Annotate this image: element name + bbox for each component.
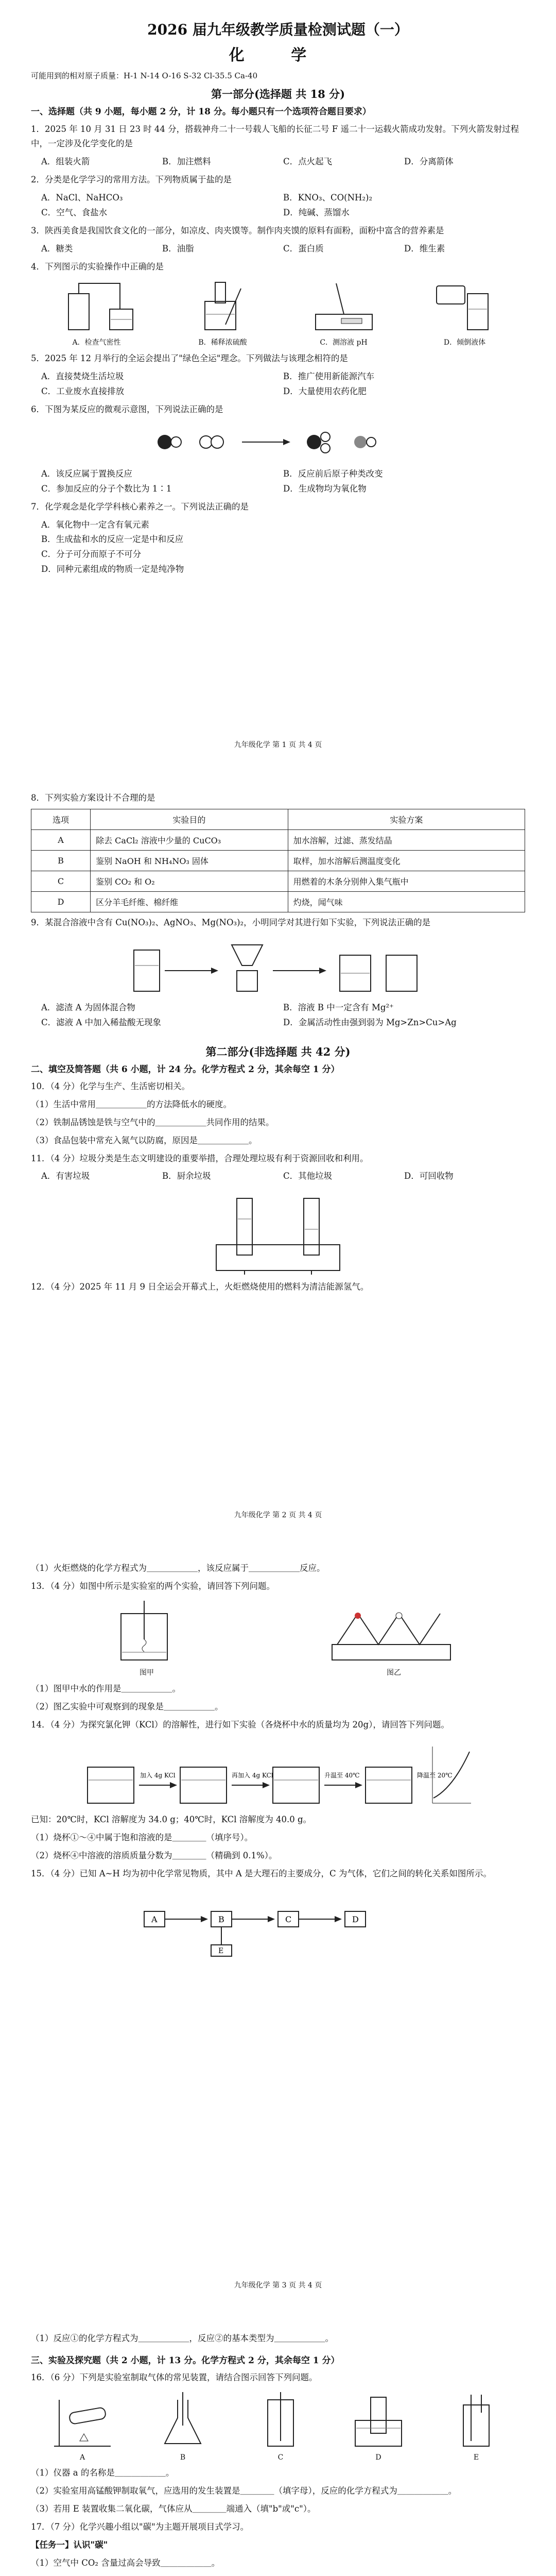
exam-page-1 — [0, 0, 556, 770]
table-cell: 灼烧，闻气味 — [288, 891, 525, 912]
question-9: 9．某混合溶液中含有 Cu(NO₃)₂、AgNO₃、Mg(NO₃)₂，小明同学对其进行如下实验，下列说法正确的是 — [31, 917, 431, 927]
svg-text:B: B — [218, 1914, 224, 1924]
table-cell: 区分羊毛纤维、棉纤维 — [91, 891, 288, 912]
page-footer: 九年级化学 第 1 页 共 4 页 — [234, 741, 322, 749]
option: B．生成盐和水的反应一定是中和反应 — [41, 534, 184, 545]
question-8: 8．下列实验方案设计不合理的是 — [31, 793, 155, 803]
option: B．厨余垃圾 — [162, 1171, 211, 1181]
option: D．生成物均为氧化物 — [283, 483, 367, 494]
exam-page-2 — [0, 770, 556, 1540]
question-16-1: （1）仪器 a 的名称是＿＿＿＿＿＿。 — [31, 2468, 175, 2478]
figure-yi — [327, 1598, 461, 1677]
option: D．分离箭体 — [404, 157, 454, 167]
subject-title: 化 学 — [229, 46, 327, 64]
exam-page-3 — [0, 1540, 556, 2311]
upward-collection — [250, 2389, 311, 2451]
option: D．纯碱、蒸馏水 — [283, 207, 350, 217]
apparatus-label: B — [180, 2453, 186, 2462]
experiment-table — [31, 809, 525, 912]
option: B．溶液 B 中一定含有 Mg²⁺ — [283, 1002, 394, 1012]
svg-text:D: D — [352, 1914, 359, 1924]
table-cell: A — [31, 829, 91, 850]
question-4-figures — [31, 278, 525, 347]
heating-apparatus — [49, 2389, 116, 2451]
table-header-row — [31, 809, 525, 829]
option: A．直接焚烧生活垃圾 — [41, 371, 124, 382]
question-2-options — [41, 191, 525, 221]
option: C．点火起飞 — [283, 157, 333, 167]
apparatus-e — [445, 2389, 507, 2462]
apparatus-a — [49, 2389, 116, 2462]
question-10-2: （2）铁制品锈蚀是铁与空气中的＿＿＿＿＿＿共同作用的结果。 — [31, 1117, 274, 1127]
gas-bottle — [445, 2389, 507, 2451]
table-cell: 取样，加水溶解后测温度变化 — [288, 850, 525, 871]
pour-liquid-diagram — [426, 278, 503, 335]
figure-b-label: B．稀释浓硫酸 — [198, 338, 247, 347]
option: A．NaCl、NaHCO₃ — [41, 193, 123, 202]
question-7: 7．化学观念是化学学科核心素养之一。下列说法正确的是 — [31, 501, 249, 512]
question-6: 6．下图为某反应的微观示意图，下列说法正确的是 — [31, 404, 223, 414]
airtight-check-diagram — [53, 278, 141, 335]
option: D．金属活动性由强到弱为 Mg>Zn>Cu>Ag — [283, 1017, 457, 1027]
part2-title: 第二部分(非选择题 共 42 分) — [205, 1045, 351, 1058]
question-12-cont: （1）火炬燃烧的化学方程式为＿＿＿＿＿＿，该反应属于＿＿＿＿＿＿反应。 — [31, 1563, 325, 1573]
table-header: 实验目的 — [91, 809, 288, 829]
question-12: 12．（4 分）2025 年 11 月 9 日全运会开幕式上，火炬燃烧使用的燃料为清洁能源氢气。 — [31, 1282, 369, 1292]
apparatus-label: C — [277, 2453, 284, 2462]
task-1: 【任务一】认识"碳" — [31, 2539, 108, 2550]
question-14-1: （1）烧杯①～④中属于饱和溶液的是＿＿＿＿（填序号）。 — [31, 1833, 253, 1843]
exam-title: 2026 届九年级教学质量检测试题（一） — [147, 21, 409, 38]
table-cell: 鉴别 NaOH 和 NH₄NO₃ 固体 — [91, 850, 288, 871]
figure-yi-label: 图乙 — [387, 1668, 401, 1677]
figure-c-label: C．测溶液 pH — [320, 338, 368, 347]
figure-jia-label: 图甲 — [140, 1668, 154, 1677]
option: D．同种元素组成的物质一定是纯净物 — [41, 564, 184, 574]
option: B．加注燃料 — [162, 157, 211, 167]
question-13-1: （1）图甲中水的作用是＿＿＿＿＿＿。 — [31, 1683, 181, 1693]
step-label: 升温至 40℃ — [324, 1772, 360, 1780]
question-14: 14．（4 分）为探究氯化钾（KCl）的溶解性，进行如下实验（各烧杯中水的质量均为 20g），请回答下列问题。 — [31, 1719, 449, 1730]
question-16-figures — [31, 2389, 525, 2462]
figure-jia — [95, 1598, 198, 1677]
option: A．糖类 — [41, 243, 73, 253]
table-cell: 加水溶解，过滤、蒸发结晶 — [288, 829, 525, 850]
question-17: 17．（7 分）化学兴趣小组以"碳"为主题开展项目式学习。 — [31, 2521, 249, 2532]
table-header: 选项 — [31, 809, 91, 829]
option: C．滤液 A 中加入稀盐酸无现象 — [41, 1017, 162, 1027]
question-13-figures — [31, 1598, 525, 1677]
question-14-2: （2）烧杯④中溶液的溶质质量分数为＿＿＿＿（精确到 0.1%）。 — [31, 1851, 277, 1861]
question-15: 15．（4 分）已知 A~H 均为初中化学常见物质，其中 A 是大理石的主要成分，C 为气体，它们之间的转化关系如图所示。 — [31, 1869, 492, 1878]
table-cell: 鉴别 CO₂ 和 O₂ — [91, 871, 288, 891]
table-header: 实验方案 — [288, 809, 525, 829]
question-4: 4．下列图示的实验操作中正确的是 — [31, 261, 164, 272]
electrolysis-apparatus — [185, 1188, 371, 1276]
part1-instructions: 一、选择题（共 9 小题，每小题 2 分，计 18 分。每小题只有一个选项符合题目要求） — [31, 107, 371, 117]
question-10-1: （1）生活中常用＿＿＿＿＿＿的方法降低水的硬度。 — [31, 1099, 232, 1109]
part1-title: 第一部分(选择题 共 18 分) — [211, 88, 345, 100]
question-1: 1．2025 年 10 月 31 日 23 时 44 分，搭载神舟二十一号载人飞船的长征二号 F 遥二十一运载火箭成功发射。下列火箭发射过程中，一定涉及化学变化的是 — [31, 124, 519, 149]
question-15-cont: （1）反应①的化学方程式为＿＿＿＿＿＿，反应②的基本类型为＿＿＿＿＿＿。 — [31, 2333, 334, 2343]
table-row — [31, 850, 525, 871]
question-13: 13．（4 分）如图中所示是实验室的两个实验，请回答下列问题。 — [31, 1581, 275, 1591]
figure-c — [305, 278, 383, 347]
beaker-sequence — [82, 1736, 474, 1808]
question-9-options — [41, 1001, 525, 1030]
option: A．组装火箭 — [41, 157, 90, 167]
question-7-options — [41, 518, 525, 578]
option: B．反应前后原子种类改变 — [283, 468, 383, 479]
apparatus-b — [152, 2389, 214, 2462]
apparatus-label: D — [375, 2453, 381, 2462]
table-row — [31, 871, 525, 891]
water-collection — [348, 2389, 409, 2451]
apparatus-d — [348, 2389, 409, 2462]
question-6-options — [41, 467, 525, 497]
transformation-diagram — [134, 1886, 422, 1958]
task-1-1: （1）空气中 CO₂ 含量过高会导致＿＿＿＿＿＿。 — [31, 2557, 220, 2568]
figure-a — [53, 278, 141, 347]
question-2: 2．分类是化学学习的常用方法。下列物质属于盐的是 — [31, 175, 232, 185]
question-15-figure — [31, 1886, 525, 1958]
svg-text:A: A — [151, 1914, 158, 1924]
svg-text:E: E — [218, 1946, 224, 1955]
flask-apparatus — [152, 2389, 214, 2451]
svg-text:C: C — [285, 1914, 292, 1924]
step-label: 再加入 4g KCl — [232, 1772, 273, 1780]
question-16-2: （2）实验室用高锰酸钾制取氧气，应选用的发生装置是＿＿＿＿（填字母），反应的化学方程式为＿＿＿＿＿＿。 — [31, 2486, 457, 2496]
apparatus-label: A — [79, 2453, 85, 2462]
iron-burning-diagram — [95, 1598, 198, 1665]
figure-b — [184, 278, 262, 347]
option: A．有害垃圾 — [41, 1171, 90, 1181]
option: A．滤渣 A 为固体混合物 — [41, 1002, 135, 1012]
option: C．工业废水直接排放 — [41, 386, 125, 397]
option: C．空气、食盐水 — [41, 207, 108, 217]
page-footer: 九年级化学 第 3 页 共 4 页 — [234, 2281, 322, 2290]
table-cell: C — [31, 871, 91, 891]
option: C．其他垃圾 — [283, 1171, 333, 1181]
question-14-figures — [31, 1736, 525, 1808]
option: D．可回收物 — [404, 1171, 454, 1181]
molecule-diagram — [144, 421, 412, 463]
figure-a-label: A．检查气密性 — [72, 338, 121, 347]
option: A．氧化物中一定含有氧元素 — [41, 519, 149, 530]
page-footer: 九年级化学 第 2 页 共 4 页 — [234, 1511, 322, 1519]
dilute-acid-diagram — [184, 278, 262, 335]
question-9-figure — [31, 935, 525, 996]
ph-test-diagram — [305, 278, 383, 335]
table-row — [31, 829, 525, 850]
step-label: 加入 4g KCl — [140, 1772, 176, 1780]
apparatus-c — [250, 2389, 311, 2462]
task-2 — [31, 2574, 525, 2576]
option: C．参加反应的分子个数比为 1∶1 — [41, 483, 172, 494]
option: A．该反应属于置换反应 — [41, 468, 132, 479]
combustion-condition-diagram — [327, 1598, 461, 1665]
question-10: 10．（4 分）化学与生产、生活密切相关。 — [31, 1081, 190, 1091]
question-14-known: 已知：20℃时，KCl 溶解度为 34.0 g；40℃时，KCl 溶解度为 40.0 g。 — [31, 1815, 312, 1825]
question-10-3: （3）食品包装中常充入氮气以防腐，原因是＿＿＿＿＿＿。 — [31, 1135, 257, 1145]
question-13-2: （2）图乙实验中可观察到的现象是＿＿＿＿＿＿。 — [31, 1701, 223, 1711]
table-cell: B — [31, 850, 91, 871]
micro-reaction-diagram — [31, 421, 525, 463]
question-5: 5．2025 年 12 月举行的全运会提出了"绿色全运"理念。下列做法与该理念相符的是 — [31, 353, 348, 364]
table-cell: 用燃着的木条分别伸入集气瓶中 — [288, 871, 525, 891]
option: B．推广使用新能源汽车 — [283, 371, 375, 382]
option: C．蛋白质 — [283, 243, 324, 253]
table-cell: D — [31, 891, 91, 912]
question-3: 3．陕西美食是我国饮食文化的一部分，如凉皮、肉夹馍等。制作肉夹馍的原料有面粉，面粉中富含的营养素是 — [31, 225, 444, 235]
exam-page-4 — [0, 2311, 556, 2576]
question-3-options — [41, 242, 525, 257]
question-16-3: （3）若用 E 装置收集二氧化碳，气体应从＿＿＿＿端通入（填"b"或"c"）。 — [31, 2504, 316, 2514]
option: C．分子可分而原子不可分 — [41, 549, 142, 560]
option: D．大量使用农药化肥 — [283, 386, 367, 397]
option: B．KNO₃、CO(NH₂)₂ — [283, 193, 373, 202]
question-5-options — [41, 369, 525, 399]
question-11-options — [41, 1169, 525, 1184]
step-label: 降温至 20℃ — [417, 1772, 453, 1780]
atomic-masses: 可能用到的相对原子质量：H-1 N-14 O-16 S-32 Cl-35.5 Ca-40 — [31, 71, 258, 80]
option: B．油脂 — [162, 243, 194, 253]
question-11: 11．（4 分）垃圾分类是生态文明建设的重要举措，合理处理垃圾有利于资源回收和利用。 — [31, 1153, 369, 1163]
question-11-figure — [31, 1188, 525, 1276]
section3-instructions: 三、实验及探究题（共 2 小题，计 13 分。化学方程式 2 分，其余每空 1 分） — [31, 2355, 340, 2366]
figure-d-label: D．倾倒液体 — [443, 338, 486, 347]
table-row — [31, 891, 525, 912]
apparatus-label: E — [473, 2453, 479, 2462]
question-16: 16．（6 分）下列是实验室制取气体的常见装置，请结合图示回答下列问题。 — [31, 2372, 318, 2383]
table-cell: 除去 CaCl₂ 溶液中少量的 CuCO₃ — [91, 829, 288, 850]
figure-d — [426, 278, 503, 347]
metal-displacement-diagram — [124, 935, 432, 996]
option: D．维生素 — [404, 243, 445, 253]
section2-instructions: 二、填空及简答题（共 6 小题，计 24 分。化学方程式 2 分，其余每空 1 分） — [31, 1064, 340, 1075]
question-1-options — [41, 155, 525, 170]
